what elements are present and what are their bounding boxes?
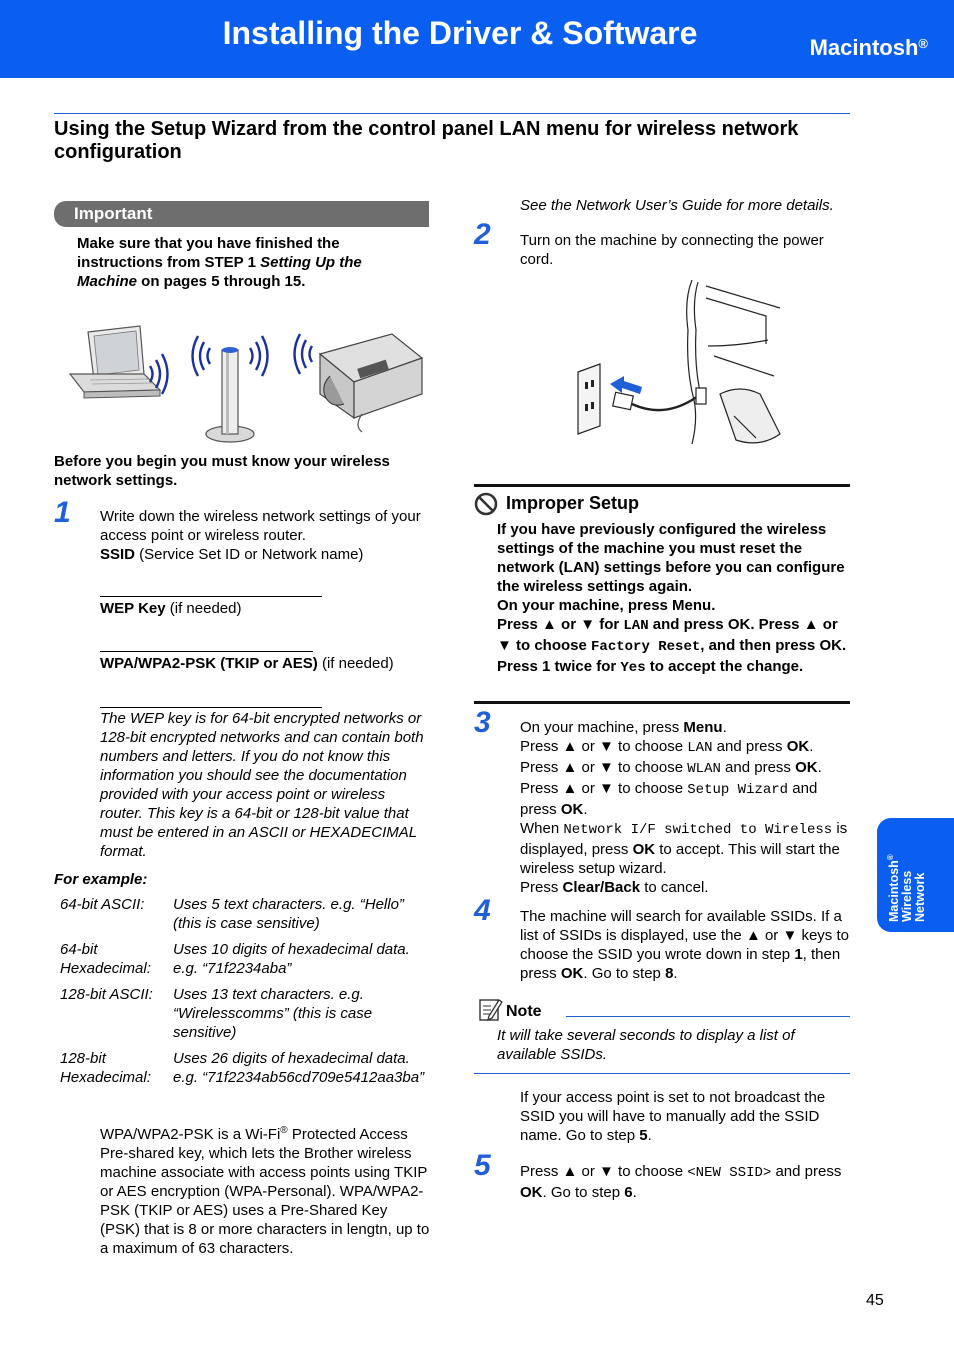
wep-key-line: WEP Key (if needed) xyxy=(100,600,242,617)
wpa-write-line xyxy=(100,707,322,708)
improper-setup-bottom-rule xyxy=(474,701,850,704)
step-2-number: 2 xyxy=(474,218,491,251)
wall-outlet-icon xyxy=(578,364,600,434)
improper-setup-title: Improper Setup xyxy=(506,493,640,513)
wep-write-line xyxy=(100,651,313,652)
before-text: Before you begin you must know your wireless network settings. xyxy=(54,453,390,489)
prohibited-icon xyxy=(474,492,498,516)
important-text: Make sure that you have finished the instructions from STEP 1 Setting Up the Machine on pages 5 through 15. xyxy=(77,235,362,290)
side-tab xyxy=(877,818,954,932)
note-bottom-rule xyxy=(474,1073,850,1074)
note-icon xyxy=(477,996,503,1022)
title-rule xyxy=(54,113,850,114)
table-row: 64-bit Hexadecimal: Uses 10 digits of hexadecimal data. e.g. “71f2234aba” xyxy=(60,941,410,977)
machine-side-icon xyxy=(687,280,780,444)
note-label: Note xyxy=(506,1003,542,1020)
step-5-number: 5 xyxy=(474,1149,491,1182)
wpa-description: WPA/WPA2-PSK is a Wi-Fi® Protected Access Pre-shared key, which lets the Brother wireless machine associate with access points using TKIP or AES encryption (WPA-Personal). WPA/WPA2-PSK (TKIP or AES) uses a Pre-Shared Key (PSK) that is 8 or more characters in lengtn, up to a maximum of 63 characters. xyxy=(100,1125,430,1257)
important-step-name: Setting Up the Machine xyxy=(77,254,362,290)
registered-mark: ® xyxy=(280,1125,288,1136)
note-top-rule xyxy=(566,1016,850,1017)
power-cord-illustration xyxy=(574,276,784,464)
step-2-text: Turn on the machine by connecting the power cord. xyxy=(520,232,824,268)
step-3-number: 3 xyxy=(474,706,491,739)
for-example-label: For example: xyxy=(54,871,148,888)
laptop-icon xyxy=(70,326,160,398)
important-label: Important xyxy=(74,204,153,223)
table-row: 128-bit ASCII: Uses 13 text characters. e.g. “Wirelesscomms” (this is case sensitive) xyxy=(60,986,373,1041)
step-3-text: On your machine, press Menu. Press ▲ or ▼ to choose LAN and press OK. Press ▲ or ▼ to choose WLAN and press OK. Press ▲ or ▼ to choose Setup Wizard and press OK. When Network I/F switched to Wireless is displayed, press OK to accept. This will start the wireless setup wizard. Press Clear/Back to cancel. xyxy=(520,719,848,896)
page-header-title: Installing the Driver & Software xyxy=(222,15,698,51)
arrow-icon xyxy=(610,376,642,394)
registered-mark: ® xyxy=(918,36,928,51)
wep-note: The WEP key is for 64-bit encrypted networks or 128-bit encrypted networks and can contain both numbers and letters. If you do not know this information you should see the documentation provided with your access point or wireless router. This key is a 64-bit or 128-bit value that must be entered in an ASCII or HEXADECIMAL format. xyxy=(100,710,424,860)
table-row: 64-bit ASCII: Uses 5 text characters. e.g. “Hello” (this is case sensitive) xyxy=(60,896,404,932)
page-number: 45 xyxy=(866,1292,884,1309)
table-row: 128-bit Hexadecimal: Uses 26 digits of hexadecimal data. e.g. “71f2234ab56cd709e5412aa3ba” xyxy=(60,1050,425,1086)
access-point-icon xyxy=(206,347,254,442)
important-bar xyxy=(54,201,429,227)
section-title: Using the Setup Wizard from the control panel LAN menu for wireless network configuration xyxy=(54,118,799,163)
printer-icon xyxy=(320,334,422,432)
see-guide-note: See the Network User’s Guide for more details. xyxy=(520,197,834,214)
improper-setup-text: If you have previously configured the wireless settings of the machine you must reset the network (LAN) settings before you can configure the wireless settings again. On your machine, press Menu. Press ▲ or ▼ for LAN and press OK. Press ▲ or ▼ to choose Factory Reset, and then press OK. Press 1 twice for Yes to accept the change. xyxy=(497,521,847,676)
key-examples-table xyxy=(60,895,433,1094)
wep-key-label: WEP Key xyxy=(100,600,166,617)
wifi-waves-access-point xyxy=(193,334,313,376)
network-illustration xyxy=(62,318,426,446)
side-tab-text: Macintosh® Wireless Network xyxy=(886,854,928,922)
header-banner xyxy=(0,0,954,78)
wpa-key-label: WPA/WPA2-PSK (TKIP or AES) xyxy=(100,655,318,672)
step-4-number: 4 xyxy=(474,894,491,927)
improper-setup-top-rule xyxy=(474,484,850,487)
step-4-text: The machine will search for available SSIDs. If a list of SSIDs is displayed, use the ▲ or ▼ keys to choose the SSID you wrote down in step 1, then press OK. Go to step 8. xyxy=(520,908,849,982)
note-text: It will take several seconds to display a list of available SSIDs. xyxy=(497,1027,795,1063)
ssid-write-line xyxy=(100,596,322,597)
step-1-number: 1 xyxy=(54,496,71,529)
ssid-label: SSID xyxy=(100,546,136,563)
wpa-key-line: WPA/WPA2-PSK (TKIP or AES) (if needed) xyxy=(100,655,394,672)
step-1-text: Write down the wireless network settings of your access point or wireless router. SSID (Service Set ID or Network name) xyxy=(100,508,421,563)
broadcast-text: If your access point is set to not broadcast the SSID you will have to manually add the SSID name. Go to step 5. xyxy=(520,1089,826,1144)
os-label xyxy=(810,34,928,62)
step-5-text: Press ▲ or ▼ to choose <NEW SSID> and press OK. Go to step 6. xyxy=(520,1163,842,1201)
os-name: Macintosh xyxy=(809,35,919,60)
